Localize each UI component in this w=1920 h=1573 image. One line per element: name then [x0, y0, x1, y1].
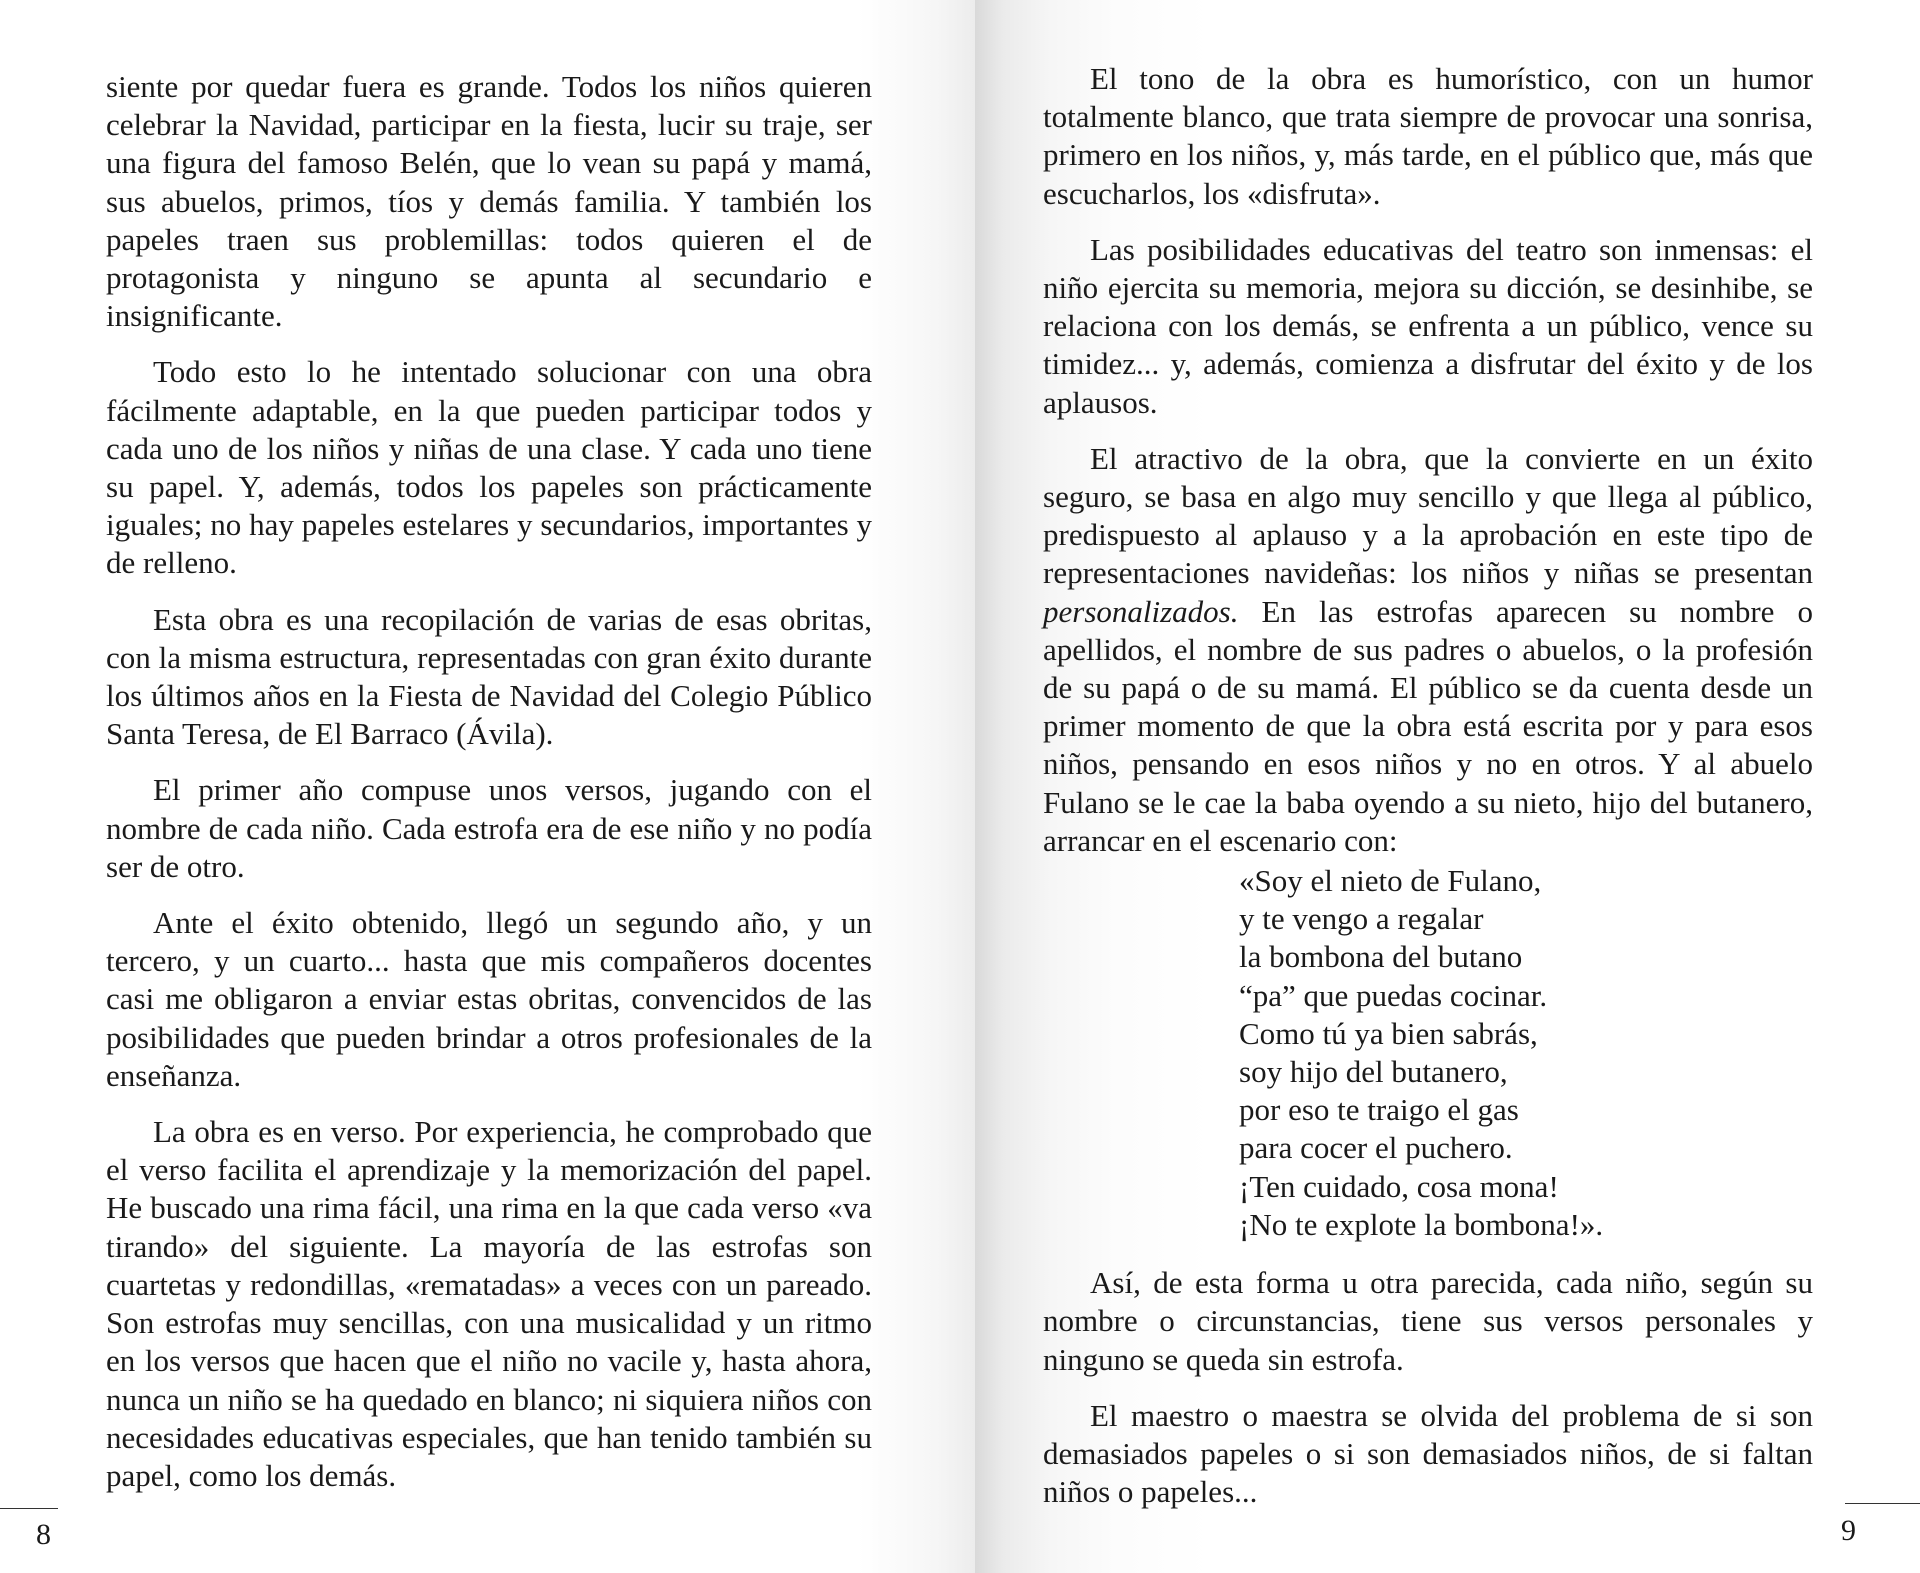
emphasis: personalizados. [1043, 593, 1239, 629]
poem-line: soy hijo del butanero, [1239, 1054, 1508, 1090]
poem-line: ¡Ten cuidado, cosa mona! [1239, 1168, 1559, 1204]
paragraph: Esta obra es una recopilación de varias de esas obritas, con la misma estructura, representadas con gran éxito durante los últimos años en la Fiesta de Navidad del Colegio Público Santa Teresa, de El Barraco (Ávila). [106, 601, 872, 752]
paragraph: El maestro o maestra se olvida del problema de si son demasiados papeles o si son demasiados niños, de si faltan niños o papeles... [1043, 1397, 1813, 1510]
paragraph: Todo esto lo he intentado solucionar con una obra fácilmente adaptable, en la que pueden participar todos y cada uno de los niños y niñas de una clase. Y cada uno tiene su papel. Y, además, todos los papeles son prácticamente iguales; no hay papeles estelares y secundarios, importantes y de relleno. [106, 354, 872, 581]
text-span: El atractivo de la obra, que la convierte en un éxito seguro, se basa en algo muy sencillo y que llega al público, predispuesto al aplauso y a la aprobación en este tipo de representaciones navideñas: los niños y niñas se presentan [1043, 440, 1813, 591]
paragraph-attraction [1043, 440, 1813, 860]
folio-rule [1845, 1503, 1920, 1504]
paragraph: El primer año compuse unos versos, jugando con el nombre de cada niño. Cada estrofa era de ese niño y no podía ser de otro. [106, 772, 872, 884]
paragraph: Ante el éxito obtenido, llegó un segundo año, y un tercero, y un cuarto... hasta que mis compañeros docentes casi me obligaron a enviar estas obritas, convencidos de las posibilidades que pueden brindar a otros profesionales de la enseñanza. [106, 905, 872, 1093]
paragraph: La obra es en verso. Por experiencia, he comprobado que el verso facilita el aprendizaje y la memorización del papel. He buscado una rima fácil, una rima en la que cada verso «va tirando» del siguiente. La mayoría de las estrofas son cuartetas y redondillas, «rematadas» a veces con un pareado. Son estrofas muy sencillas, con una musicalidad y un ritmo en los versos que hacen que el niño no vacile y, hasta ahora, nunca un niño se ha quedado en blanco; ni siquiera niños con necesidades educativas especiales, que han tenido también su papel, como los demás. [106, 1114, 872, 1493]
poem-line: por eso te traigo el gas [1239, 1092, 1519, 1128]
poem [1239, 862, 1813, 1244]
poem-line: la bombona del butano [1239, 939, 1523, 975]
folio-rule [0, 1508, 58, 1509]
page-number: 8 [36, 1518, 51, 1551]
right-page-body [1043, 60, 1813, 1529]
paragraph: siente por quedar fuera es grande. Todos los niños quieren celebrar la Navidad, participar en la fiesta, lucir su traje, ser una figura del famoso Belén, que lo vean su papá y mamá, sus abuelos, primos, tíos y demás familia. Y también los papeles traen sus problemillas: todos quieren el de protagonista y ninguno se apunta al secundario e insignificante. [106, 69, 872, 334]
text-span: En las estrofas aparecen su nombre o apellidos, el nombre de sus padres o abuelos, o la profesión de su papá o de su mamá. El público se da cuenta desde un primer momento de que la obra está escrita por y para esos niños, pensando en esos niños y no en otros. Y al abuelo Fulano se le cae la baba oyendo a su nieto, hijo del butanero, arrancar en el escenario con: [1043, 593, 1813, 858]
poem-line: «Soy el nieto de Fulano, [1239, 863, 1542, 899]
right-page [975, 0, 1920, 1573]
poem-line: “pa” que puedas cocinar. [1239, 977, 1548, 1013]
left-page-body [106, 68, 872, 1513]
poem-line: Como tú ya bien sabrás, [1239, 1015, 1538, 1051]
paragraph: Así, de esta forma u otra parecida, cada niño, según su nombre o circunstancias, tiene sus versos personales y ninguno se queda sin estrofa. [1043, 1265, 1813, 1377]
paragraph: El tono de la obra es humorístico, con un humor totalmente blanco, que trata siempre de provocar una sonrisa, primero en los niños, y, más tarde, en el público que, más que escucharlos, los «disfruta». [1043, 61, 1813, 211]
poem-line: y te vengo a regalar [1239, 901, 1484, 937]
paragraph: Las posibilidades educativas del teatro son inmensas: el niño ejercita su memoria, mejora su dicción, se desinhibe, se relaciona con los demás, se enfrenta a un público, vence su timidez... y, además, comienza a disfrutar del éxito y de los aplausos. [1043, 231, 1813, 420]
poem-line: para cocer el puchero. [1239, 1130, 1513, 1166]
page-number: 9 [1841, 1514, 1856, 1547]
poem-line: ¡No te explote la bombona!». [1239, 1206, 1604, 1242]
